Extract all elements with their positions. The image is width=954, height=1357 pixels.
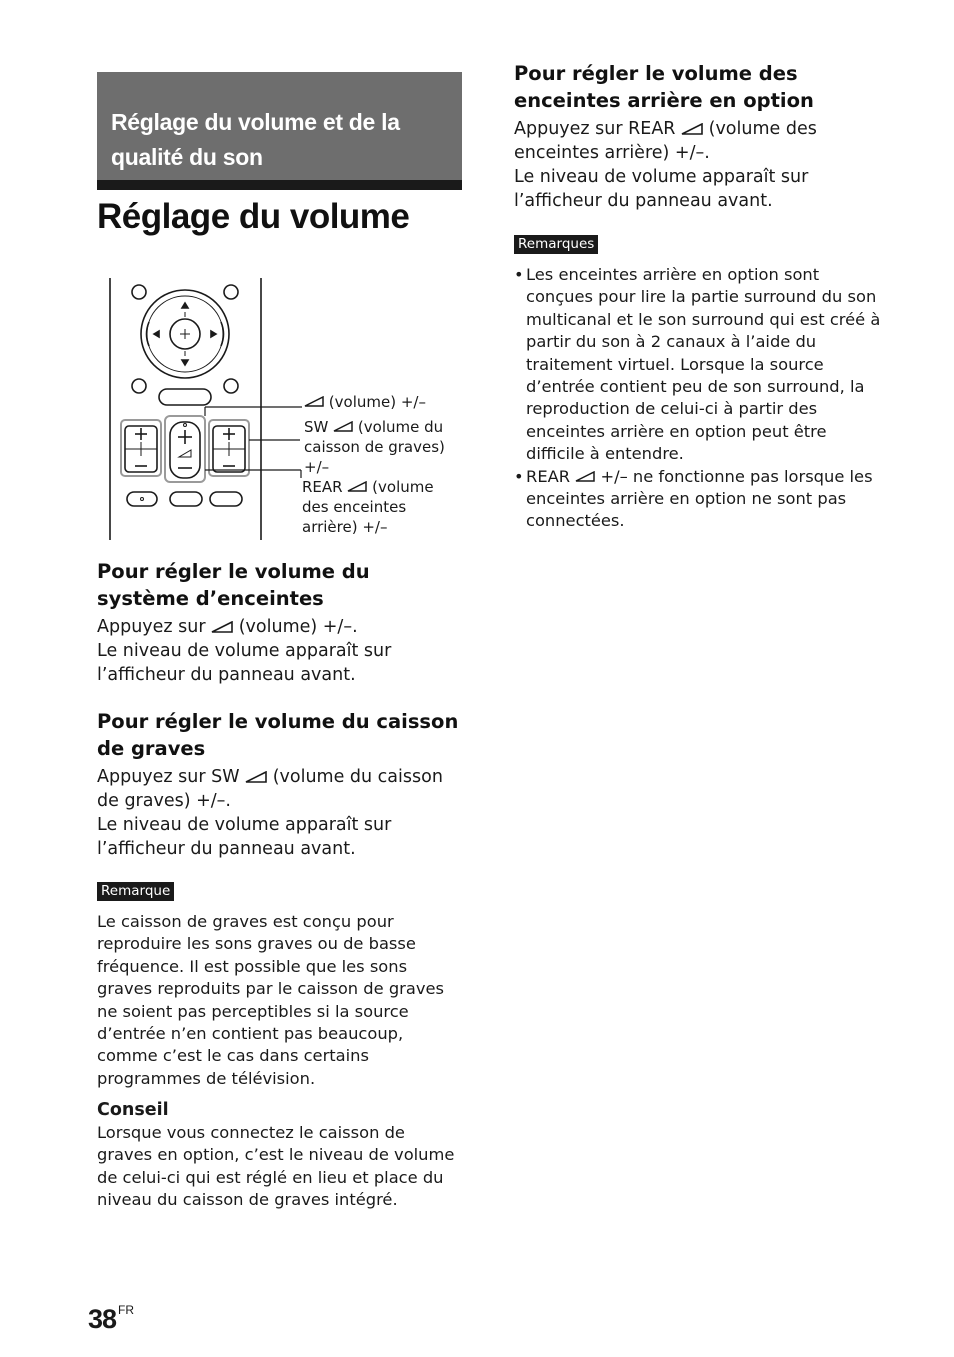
volume-icon	[211, 621, 233, 633]
tip-section	[97, 1098, 465, 1212]
system-volume-text: Appuyez sur (volume) +/–. Le niveau de volume apparaît sur l’afficheur du panneau avant.	[97, 617, 392, 685]
page-number: 38 $^{FR}$	[88, 1303, 135, 1334]
volume-icon	[333, 421, 353, 432]
system-volume-section	[97, 559, 465, 687]
volume-icon	[347, 481, 367, 492]
system-volume-heading: Pour régler le volume du système d’enceintes	[97, 560, 370, 610]
label-sw: SW (volume du caisson de graves) +/–	[304, 418, 445, 476]
section-banner	[97, 72, 462, 190]
rear-volume-heading: Pour régler le volume des enceintes arrière en option	[514, 62, 814, 112]
tip-text: Lorsque vous connectez le caisson de graves en option, c’est le niveau de volume de celui-ci qui est réglé en lieu et place du niveau du caisson de graves intégré.	[97, 1123, 455, 1210]
note-section	[97, 880, 459, 1090]
volume-icon	[304, 396, 324, 407]
volume-icon	[245, 771, 267, 783]
list-item: • Les enceintes arrière en option sont conçues pour lire la partie surround du son multicanal et le son surround qui est créé à partir du son à 2 canaux à l’aide du traitement virtuel. Lorsque la source d’entrée contient peu de son surround, la reproduction de celui-ci à partir des enceintes arrière en option peut être difficile à entendre.	[514, 265, 881, 464]
notes-section	[514, 233, 882, 533]
page-language: FR	[118, 1303, 135, 1317]
label-rear: REAR (volume des enceintes arrière) +/–	[302, 478, 434, 536]
volume-icon	[681, 123, 703, 135]
page-title: Réglage du volume	[97, 197, 410, 236]
note-tag: Remarque	[97, 882, 174, 901]
rear-volume-text: Appuyez sur REAR (volume des enceintes arrière) +/–. Le niveau de volume apparaît sur l’afficheur du panneau avant.	[514, 119, 817, 211]
rear-volume-section	[514, 61, 882, 213]
notes-list	[514, 264, 882, 533]
label-volume: (volume) +/–	[304, 392, 426, 412]
remote-diagram	[97, 272, 445, 551]
notes-tag: Remarques	[514, 235, 598, 254]
section-title: Réglage du volume et de la qualité du son	[111, 109, 400, 170]
subwoofer-volume-section	[97, 709, 465, 861]
bullet: •	[514, 265, 524, 284]
list-item: • REAR +/– ne fonctionne pas lorsque les enceintes arrière en option ne sont pas connectées.	[514, 466, 873, 531]
bullet: •	[514, 466, 524, 486]
subwoofer-volume-heading: Pour régler le volume du caisson de graves	[97, 710, 459, 760]
tip-heading: Conseil	[97, 1100, 169, 1120]
note-text: Le caisson de graves est conçu pour reproduire les sons graves ou de basse fréquence. Il est possible que les sons graves reproduits par le caisson de graves ne soient pas perceptibles si la source d’entrée n’en contient pas beaucoup, comme c’est le cas dans certains programmes de télévision.	[97, 912, 444, 1088]
subwoofer-volume-text: Appuyez sur SW (volume du caisson de graves) +/–. Le niveau de volume apparaît sur l’afficheur du panneau avant.	[97, 767, 443, 859]
volume-icon	[575, 471, 595, 482]
